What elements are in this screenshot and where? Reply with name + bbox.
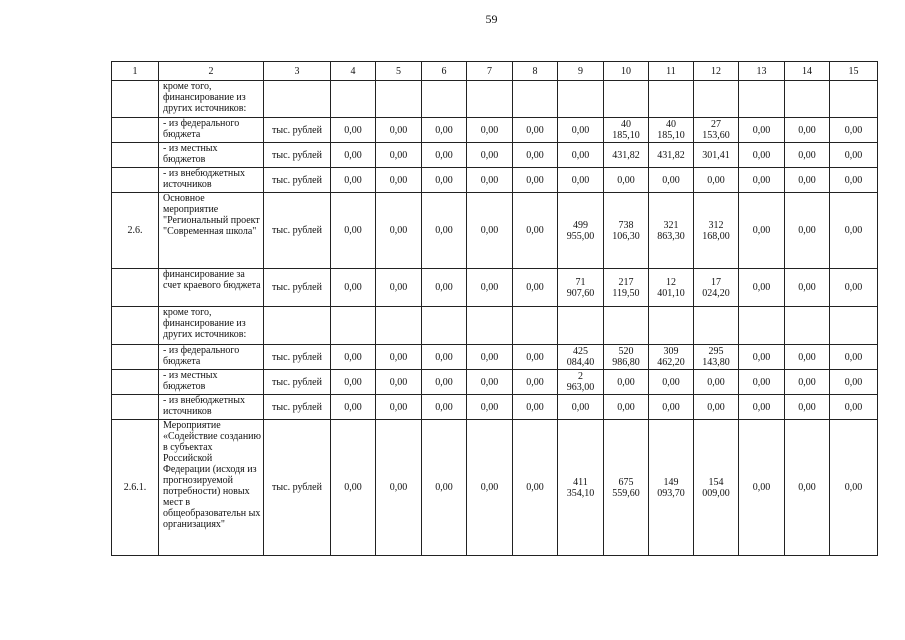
value-cell: 0,00 — [331, 193, 376, 269]
row-name: Мероприятие «Содействие созданию в субъектах Российской Федерации (исходя из прогнозируемой потребности) новых мест в общеобразовательн ых организациях" — [159, 420, 264, 556]
header-cell-15: 15 — [830, 62, 878, 81]
row-unit: тыс. рублей — [264, 395, 331, 420]
value-cell: 0,00 — [467, 193, 513, 269]
value-cell — [422, 81, 467, 118]
value-cell: 321 863,30 — [649, 193, 694, 269]
value-cell: 17 024,20 — [694, 269, 739, 307]
value-cell: 0,00 — [331, 118, 376, 143]
value-cell: 0,00 — [694, 370, 739, 395]
value-cell — [422, 307, 467, 345]
value-cell: 0,00 — [376, 193, 422, 269]
header-cell-1: 1 — [112, 62, 159, 81]
value-cell: 0,00 — [376, 143, 422, 168]
row-number — [112, 307, 159, 345]
value-cell: 27 153,60 — [694, 118, 739, 143]
value-cell: 0,00 — [649, 370, 694, 395]
value-cell: 0,00 — [785, 118, 830, 143]
value-cell: 0,00 — [604, 370, 649, 395]
table-row — [112, 420, 878, 556]
value-cell: 0,00 — [376, 395, 422, 420]
value-cell: 0,00 — [513, 345, 558, 370]
row-unit: тыс. рублей — [264, 420, 331, 556]
header-cell-2: 2 — [159, 62, 264, 81]
row-unit: тыс. рублей — [264, 193, 331, 269]
row-number — [112, 81, 159, 118]
value-cell: 0,00 — [604, 168, 649, 193]
value-cell: 0,00 — [376, 118, 422, 143]
value-cell — [376, 81, 422, 118]
row-unit — [264, 307, 331, 345]
value-cell — [604, 81, 649, 118]
header-cell-10: 10 — [604, 62, 649, 81]
row-number — [112, 168, 159, 193]
value-cell: 0,00 — [558, 143, 604, 168]
value-cell — [830, 81, 878, 118]
value-cell: 0,00 — [376, 168, 422, 193]
value-cell: 0,00 — [513, 370, 558, 395]
value-cell: 301,41 — [694, 143, 739, 168]
value-cell — [694, 307, 739, 345]
value-cell: 0,00 — [830, 193, 878, 269]
header-cell-8: 8 — [513, 62, 558, 81]
value-cell: 0,00 — [331, 370, 376, 395]
value-cell: 0,00 — [331, 168, 376, 193]
value-cell — [694, 81, 739, 118]
table-row — [112, 269, 878, 307]
header-cell-7: 7 — [467, 62, 513, 81]
header-cell-5: 5 — [376, 62, 422, 81]
header-cell-3: 3 — [264, 62, 331, 81]
value-cell: 0,00 — [739, 269, 785, 307]
row-name: - из внебюджетных источников — [159, 395, 264, 420]
value-cell: 738 106,30 — [604, 193, 649, 269]
value-cell: 0,00 — [513, 420, 558, 556]
value-cell: 0,00 — [331, 269, 376, 307]
value-cell: 0,00 — [422, 269, 467, 307]
row-name: - из федерального бюджета — [159, 345, 264, 370]
header-cell-9: 9 — [558, 62, 604, 81]
value-cell: 675 559,60 — [604, 420, 649, 556]
value-cell: 0,00 — [422, 370, 467, 395]
value-cell: 0,00 — [467, 143, 513, 168]
value-cell: 0,00 — [376, 370, 422, 395]
row-unit: тыс. рублей — [264, 370, 331, 395]
value-cell: 71 907,60 — [558, 269, 604, 307]
value-cell: 0,00 — [785, 168, 830, 193]
value-cell: 0,00 — [649, 168, 694, 193]
value-cell — [331, 307, 376, 345]
value-cell: 0,00 — [467, 370, 513, 395]
value-cell: 40 185,10 — [604, 118, 649, 143]
value-cell: 0,00 — [513, 168, 558, 193]
value-cell: 0,00 — [694, 395, 739, 420]
value-cell: 0,00 — [739, 345, 785, 370]
value-cell: 0,00 — [830, 143, 878, 168]
value-cell — [513, 307, 558, 345]
value-cell: 0,00 — [830, 370, 878, 395]
value-cell: 411 354,10 — [558, 420, 604, 556]
row-unit: тыс. рублей — [264, 168, 331, 193]
table-row — [112, 345, 878, 370]
row-name: Основное мероприятие "Региональный проект "Современная школа" — [159, 193, 264, 269]
value-cell: 0,00 — [467, 269, 513, 307]
value-cell: 295 143,80 — [694, 345, 739, 370]
value-cell: 0,00 — [558, 395, 604, 420]
value-cell: 431,82 — [649, 143, 694, 168]
value-cell: 0,00 — [422, 143, 467, 168]
value-cell: 0,00 — [467, 168, 513, 193]
value-cell — [785, 307, 830, 345]
value-cell: 0,00 — [604, 395, 649, 420]
value-cell: 0,00 — [376, 345, 422, 370]
value-cell — [649, 307, 694, 345]
value-cell — [331, 81, 376, 118]
value-cell: 0,00 — [649, 395, 694, 420]
value-cell: 0,00 — [739, 420, 785, 556]
value-cell: 312 168,00 — [694, 193, 739, 269]
value-cell: 0,00 — [785, 193, 830, 269]
value-cell: 0,00 — [331, 395, 376, 420]
value-cell: 0,00 — [558, 168, 604, 193]
value-cell: 12 401,10 — [649, 269, 694, 307]
row-number — [112, 395, 159, 420]
value-cell: 0,00 — [467, 345, 513, 370]
table-row — [112, 307, 878, 345]
value-cell: 0,00 — [513, 269, 558, 307]
value-cell: 0,00 — [785, 143, 830, 168]
value-cell — [830, 307, 878, 345]
row-number: 2.6. — [112, 193, 159, 269]
value-cell: 0,00 — [422, 395, 467, 420]
value-cell: 0,00 — [422, 420, 467, 556]
value-cell: 0,00 — [830, 420, 878, 556]
header-row — [112, 62, 878, 81]
value-cell: 0,00 — [739, 395, 785, 420]
value-cell: 40 185,10 — [649, 118, 694, 143]
row-number — [112, 345, 159, 370]
value-cell: 0,00 — [422, 345, 467, 370]
value-cell: 0,00 — [558, 118, 604, 143]
value-cell: 0,00 — [376, 420, 422, 556]
value-cell: 0,00 — [422, 118, 467, 143]
row-unit: тыс. рублей — [264, 118, 331, 143]
value-cell: 0,00 — [830, 395, 878, 420]
table-row — [112, 143, 878, 168]
header-cell-14: 14 — [785, 62, 830, 81]
value-cell: 0,00 — [331, 345, 376, 370]
header-cell-11: 11 — [649, 62, 694, 81]
header-cell-13: 13 — [739, 62, 785, 81]
value-cell: 0,00 — [513, 395, 558, 420]
value-cell — [376, 307, 422, 345]
value-cell: 149 093,70 — [649, 420, 694, 556]
row-unit: тыс. рублей — [264, 345, 331, 370]
value-cell: 0,00 — [739, 193, 785, 269]
value-cell — [604, 307, 649, 345]
row-number — [112, 118, 159, 143]
row-name: кроме того, финансирование из других источников: — [159, 307, 264, 345]
value-cell — [467, 81, 513, 118]
value-cell: 0,00 — [830, 168, 878, 193]
value-cell: 0,00 — [830, 118, 878, 143]
value-cell: 0,00 — [785, 269, 830, 307]
value-cell: 0,00 — [785, 420, 830, 556]
value-cell: 154 009,00 — [694, 420, 739, 556]
header-cell-6: 6 — [422, 62, 467, 81]
value-cell: 0,00 — [331, 143, 376, 168]
value-cell: 0,00 — [830, 269, 878, 307]
row-number — [112, 269, 159, 307]
value-cell: 0,00 — [331, 420, 376, 556]
value-cell — [467, 307, 513, 345]
value-cell — [739, 307, 785, 345]
value-cell: 0,00 — [467, 118, 513, 143]
value-cell: 0,00 — [376, 269, 422, 307]
value-cell: 217 119,50 — [604, 269, 649, 307]
value-cell: 0,00 — [785, 395, 830, 420]
row-number: 2.6.1. — [112, 420, 159, 556]
header-cell-12: 12 — [694, 62, 739, 81]
table-row — [112, 193, 878, 269]
value-cell: 431,82 — [604, 143, 649, 168]
row-name: - из местных бюджетов — [159, 143, 264, 168]
value-cell: 0,00 — [785, 370, 830, 395]
value-cell: 0,00 — [739, 143, 785, 168]
value-cell: 0,00 — [739, 370, 785, 395]
row-name: - из федерального бюджета — [159, 118, 264, 143]
value-cell — [513, 81, 558, 118]
value-cell: 0,00 — [422, 168, 467, 193]
header-cell-4: 4 — [331, 62, 376, 81]
value-cell — [558, 81, 604, 118]
value-cell — [739, 81, 785, 118]
value-cell: 2 963,00 — [558, 370, 604, 395]
value-cell: 0,00 — [739, 118, 785, 143]
value-cell: 520 986,80 — [604, 345, 649, 370]
table-row — [112, 118, 878, 143]
table-row — [112, 370, 878, 395]
row-unit — [264, 81, 331, 118]
value-cell: 0,00 — [422, 193, 467, 269]
row-unit: тыс. рублей — [264, 269, 331, 307]
value-cell — [649, 81, 694, 118]
value-cell: 309 462,20 — [649, 345, 694, 370]
row-name: - из внебюджетных источников — [159, 168, 264, 193]
row-name: - из местных бюджетов — [159, 370, 264, 395]
value-cell: 0,00 — [467, 395, 513, 420]
value-cell: 0,00 — [694, 168, 739, 193]
row-number — [112, 370, 159, 395]
row-name: кроме того, финансирование из других источников: — [159, 81, 264, 118]
budget-table — [111, 61, 878, 556]
table-row — [112, 395, 878, 420]
value-cell: 0,00 — [513, 118, 558, 143]
table-row — [112, 81, 878, 118]
table-row — [112, 168, 878, 193]
value-cell: 0,00 — [513, 143, 558, 168]
value-cell: 0,00 — [513, 193, 558, 269]
value-cell — [558, 307, 604, 345]
value-cell: 0,00 — [785, 345, 830, 370]
value-cell — [785, 81, 830, 118]
value-cell: 499 955,00 — [558, 193, 604, 269]
value-cell: 0,00 — [739, 168, 785, 193]
value-cell: 425 084,40 — [558, 345, 604, 370]
page-number: 59 — [485, 12, 498, 26]
row-name: финансирование за счет краевого бюджета — [159, 269, 264, 307]
value-cell: 0,00 — [830, 345, 878, 370]
value-cell: 0,00 — [467, 420, 513, 556]
row-number — [112, 143, 159, 168]
row-unit: тыс. рублей — [264, 143, 331, 168]
